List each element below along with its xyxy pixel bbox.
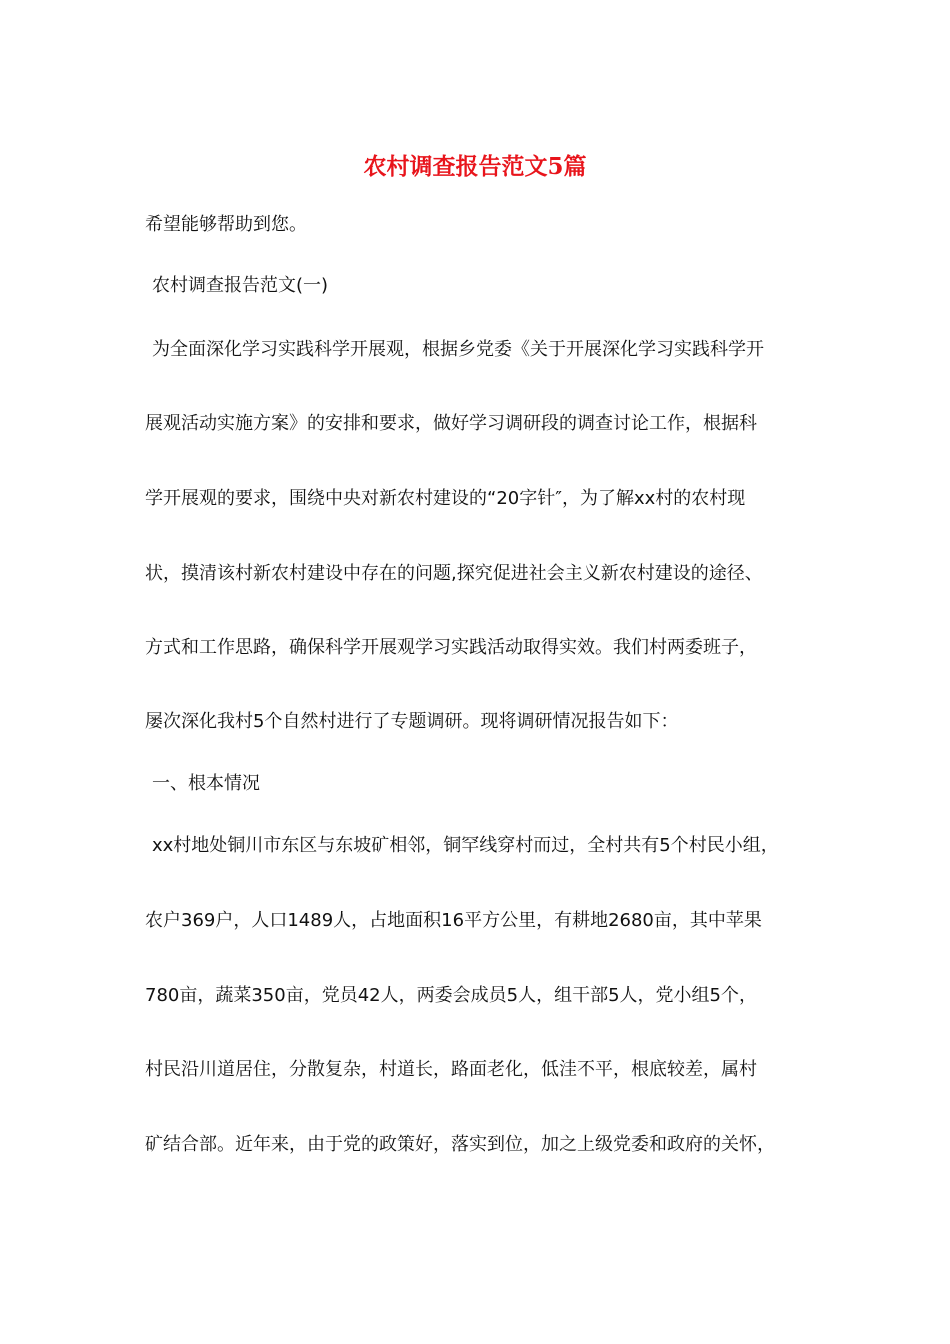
text-line: 状，摸清该村新农村建设中存在的问题,探究促进社会主义新农村建设的途径、 bbox=[145, 563, 763, 584]
text-line: 学开展观的要求，围绕中央对新农村建设的“20字针″，为了解xx村的农村现 bbox=[145, 488, 746, 509]
text-line: 屡次深化我村5个自然村进行了专题调研。现将调研情况报告如下： bbox=[145, 711, 679, 732]
text-line: 农户369户，人口1489人，占地面积16平方公里，有耕地2680亩，其中苹果 bbox=[145, 910, 762, 931]
text-line: 780亩，蔬菜350亩，党员42人，两委会成员5人，组干部5人，党小组5个， bbox=[145, 985, 757, 1006]
text-line: xx村地处铜川市东区与东坡矿相邻，铜罕线穿村而过，全村共有5个村民小组， bbox=[152, 835, 779, 856]
text-line: 矿结合部。近年来，由于党的政策好，落实到位，加之上级党委和政府的关怀， bbox=[145, 1134, 775, 1155]
text-line: 希望能够帮助到您。 bbox=[145, 214, 307, 235]
text-line: 方式和工作思路，确保科学开展观学习实践活动取得实效。我们村两委班子， bbox=[145, 637, 757, 658]
document-title: 农村调查报告范文5篇 bbox=[363, 153, 587, 180]
section-heading: 农村调查报告范文(一) bbox=[152, 275, 329, 296]
text-line: 展观活动实施方案》的安排和要求，做好学习调研段的调查讨论工作，根据科 bbox=[145, 413, 757, 434]
text-line: 为全面深化学习实践科学开展观，根据乡党委《关于开展深化学习实践科学开 bbox=[152, 339, 764, 360]
text-line: 村民沿川道居住，分散复杂，村道长，路面老化，低洼不平，根底较差，属村 bbox=[145, 1059, 757, 1080]
section-heading: 一、根本情况 bbox=[152, 773, 260, 794]
